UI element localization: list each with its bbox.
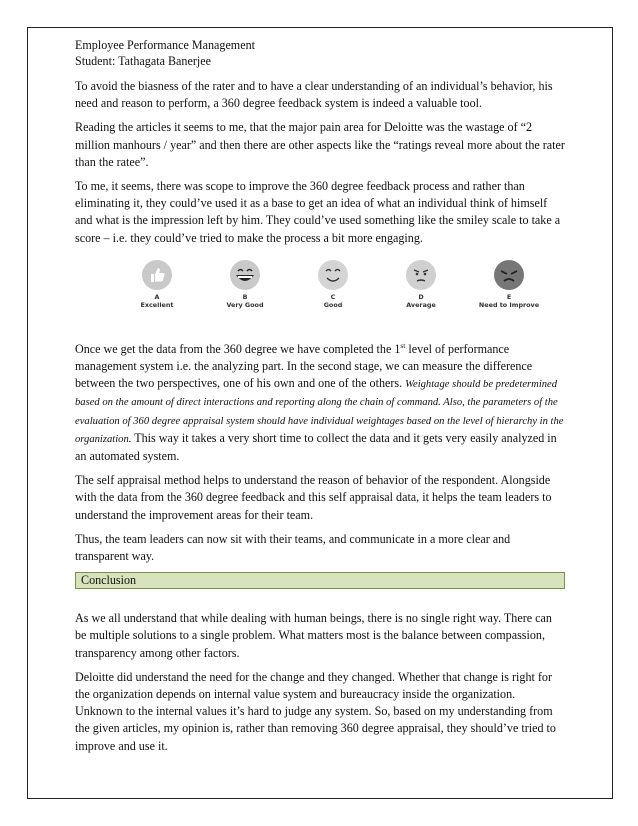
smiley-label: Excellent [140,300,174,309]
smiley-excellent [117,259,197,309]
conclusion-heading: Conclusion [75,572,565,589]
angry-face-icon [493,259,525,291]
smiley-label: Very Good [226,300,264,309]
smiley-label: Good [323,300,343,309]
paragraph-1: To avoid the biasness of the rater and to have a clear understanding of an individual’s behavior, his need and reason to perform, a 360 degree feedback system is indeed a valuable tool. [75,79,553,111]
superscript: st [400,340,406,350]
thumbs-up-icon [141,259,173,291]
smiley-letter: E [506,292,512,301]
smiley-letter: D [418,292,424,301]
smiley-label: Average [406,300,436,309]
paragraph-6: Thus, the team leaders can now sit with their teams, and communicate in a more clear and transparent way. [75,531,511,564]
smiley-very-good [205,259,285,309]
paragraph-5: The self appraisal method helps to understand the reason of behavior of the respondent. Alongside with the data from the 360 degree feedback and this self appraisal data, it helps the team leaders to understand the improvement areas for their team. [75,473,552,522]
smiley-need-to-improve [469,259,549,309]
document-body [75,38,565,755]
paragraph-2: Reading the articles it seems to me, that the major pain area for Deloitte was the wastage of “2 million manhours / year” and then there are other aspects like the “ratings reveal more about the rater than the ratee”. [75,120,565,169]
neutral-face-icon [405,259,437,291]
document-title: Employee Performance Management [75,38,255,52]
smiley-label: Need to Improve [478,300,540,309]
italic-note: Weightage should be predetermined based on the amount of direct interactions and reporting along the chain of command. Also, the parameters of the evaluation of 360 degree appraisal system should have individual weightages based on the level of hierarchy in the organization. [75,379,564,445]
paragraph-4: Once we get the data from the 360 degree we have completed the 1st level of performance management system i.e. the analyzing part. In the second stage, we can measure the difference between the two perspectives, one of his own and one of the others. Weightage should be predetermined based on the amount of direct interactions and reporting along the chain of command. Also, the parameters of the evaluation of 360 degree appraisal system should have individual weightages based on the level of hierarchy in the organization. This way it takes a very short time to collect the data and it gets very easily analyzed in an automated system. [75,340,564,464]
smiley-average [381,259,461,309]
paragraph-7: As we all understand that while dealing with human beings, there is no single right way. There can be multiple solutions to a single problem. What matters most is the balance between compassion, transparency among other factors. [75,611,552,660]
smiley-letter: A [154,292,160,301]
student-name: Student: Tathagata Banerjee [75,53,211,68]
grin-face-icon [229,259,261,291]
paragraph-3: To me, it seems, there was scope to improve the 360 degree feedback process and rather than eliminating it, they could’ve used it as a base to get an idea of what an individual think of himself and what is the impression left by him. They could’ve used something like the smiley scale to take a score – i.e. they could’ve tried to make the process a bit more engaging. [75,179,561,245]
smiley-letter: B [242,292,248,301]
smile-face-icon [317,259,349,291]
paragraph-8: Deloitte did understand the need for the change and they changed. Whether that change is right for the organization depends on internal value system and bureaucracy inside the organization. Unknown to the internal values it’s hard to judge any system. So, based on my understanding from the given articles, my opinion is, rather than removing 360 degree appraisal, they should’ve tried to improve and use it. [75,669,556,753]
smiley-letter: C [330,292,336,301]
smiley-good [293,259,373,309]
smiley-scale [117,259,540,319]
